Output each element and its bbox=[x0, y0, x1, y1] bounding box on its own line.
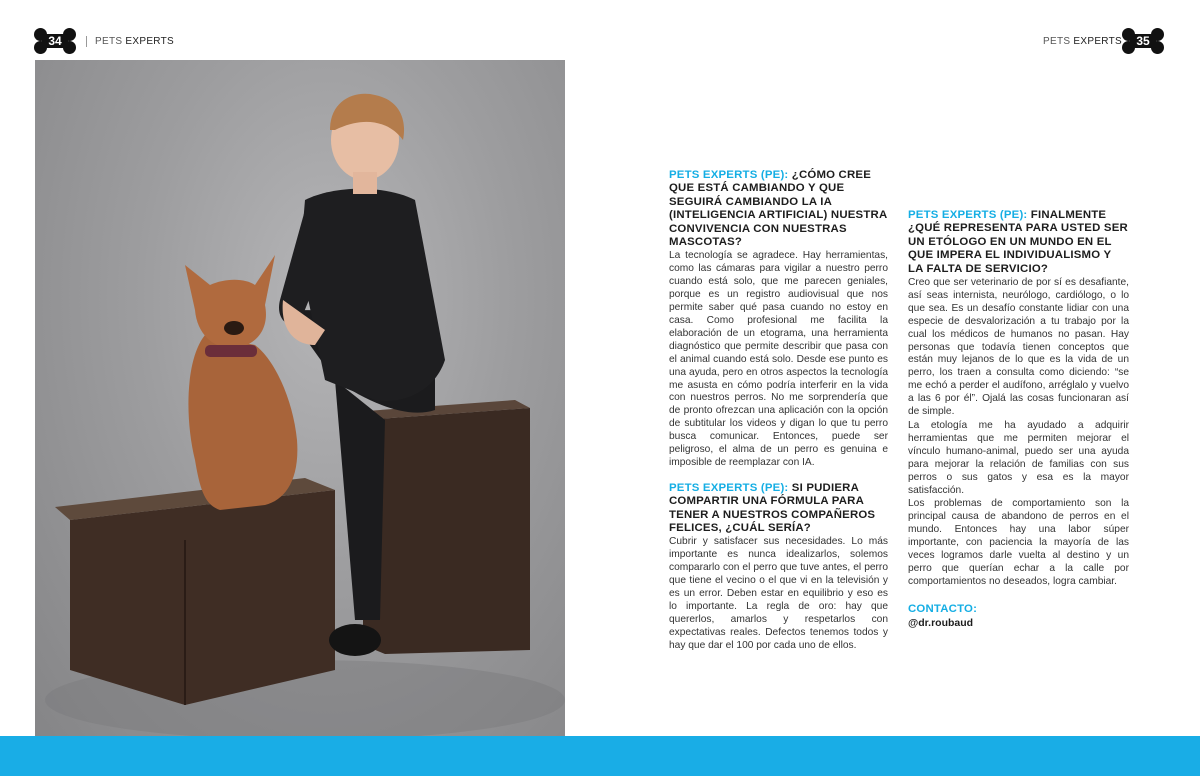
question-3-text: FINALMENTE ¿QUÉ REPRESENTA PARA USTED SER UN ETÓLOGO EN UN MUNDO EN EL QUE IMPERA EL INDIVIDUALISMO Y LA FALTA DE SERVICIO? bbox=[908, 209, 1128, 275]
question-3 bbox=[908, 209, 1129, 276]
article-column-1 bbox=[669, 169, 888, 653]
contact-label: CONTACTO: bbox=[908, 602, 978, 615]
brand-light-left: PETS bbox=[95, 36, 123, 47]
brand-bold-right: EXPERTS bbox=[1073, 36, 1123, 47]
page-number-right: 35 bbox=[1136, 34, 1150, 48]
footer-band bbox=[0, 736, 1200, 776]
page-number-left: 34 bbox=[48, 34, 62, 48]
answer-1: La tecnología se agradece. Hay herramientas, como las cámaras para vigilar a nuestro perro cuando está solo, que me parecen geniales, porque es un registro audiovisual que nos permite saber qué pasa cuando no estoy en casa. Como profesional me facilita la elaboración de un etograma, una herramienta diagnóstico que permite describir que pasa con el animal cuando está solo. Desde ese punto es una ayuda, pero en otros aspectos la tecnología me asusta en cómo podría interferir en la vida con nuestros perros. No me sorprendería que de pronto ofrezcan una aplicación con la opción de subtitular los videos y digan lo que tu perro busca comunicar. Entonces, puede ser peligroso, el alma de un perro es genuina e imposible de reemplazar con IA. bbox=[669, 250, 888, 468]
question-3-speaker: PETS EXPERTS (PE): bbox=[908, 209, 1028, 221]
question-1 bbox=[669, 169, 888, 249]
answer-3-paragraph-3: Los problemas de comportamiento son la principal causa de abandono de perros en el mundo. Entonces hay una labor súper importante, con paciencia la mayoría de las veces logramos darle vuelta al destino y un perro que querían echar a la calle por comportamientos no deseados, logra cambiar. bbox=[908, 498, 1129, 587]
question-2-speaker: PETS EXPERTS (PE): bbox=[669, 481, 789, 494]
running-head-right bbox=[1043, 36, 1131, 47]
page-number-bone-right bbox=[1122, 28, 1164, 54]
brand-bold-left: EXPERTS bbox=[125, 36, 175, 47]
portrait-photo bbox=[35, 60, 565, 736]
article-column-2 bbox=[908, 169, 1129, 630]
answer-3-paragraph-2: La etología me ha ayudado a adquirir herramientas que me permiten mejorar el vínculo humano-animal, puedo ser una ayuda para mejorar la relación de familias con sus perros o sus gatos y esa es la mayor satisfacción. bbox=[908, 420, 1129, 496]
page-number-bone-left bbox=[34, 28, 76, 54]
answer-2: Cubrir y satisfacer sus necesidades. Lo más importante es nunca idealizarlos, solemos compararlo con el perro que tuve antes, el perro que tiene el vecino o el que vi en la televisión y es un error. Deben estar en equilibrio y eso es lo importante. La regla de oro: hay que quererlos, amarlos y respetarlos con expectativas reales. Defectos tenemos todos y hay que dar el 100 por cada uno de ellos. bbox=[669, 536, 888, 651]
photo-illustration bbox=[35, 60, 565, 736]
answer-3-paragraph-1: Creo que ser veterinario de por sí es desafiante, así seas internista, neurólogo, cardiólogo, o lo que sea. Es un desafío constante lidiar con una especie de desvalorización a tu trabajo por la cual los médicos de humanos no pasan. Hay personas que todavía tienen conceptos que están muy lejanos de lo que es la vida de un perro, los traen a consulta como diciendo: “se me echó a perder el audífono, arréglalo y vuelvo a las 6 por él”. Ojalá las cosas funcionaran así de simple. bbox=[908, 277, 1129, 418]
question-1-speaker: PETS EXPERTS (PE): bbox=[669, 169, 789, 181]
question-2 bbox=[669, 482, 888, 536]
brand-light-right: PETS bbox=[1043, 36, 1071, 47]
question-2-text: SI PUDIERA COMPARTIR UNA FÓRMULA PARA TENER A NUESTROS COMPAÑEROS FELICES, ¿CUÁL SERÍA? bbox=[669, 481, 876, 535]
contact-handle: @dr.roubaud bbox=[908, 616, 974, 629]
question-1-text: ¿CÓMO CREE QUE ESTÁ CAMBIANDO Y QUE SEGUIRÁ CAMBIANDO LA IA (INTELIGENCIA ARTIFICIAL) NUESTRA CONVIVENCIA CON NUESTRAS MASCOTAS? bbox=[669, 169, 887, 249]
running-head-left bbox=[86, 36, 174, 47]
